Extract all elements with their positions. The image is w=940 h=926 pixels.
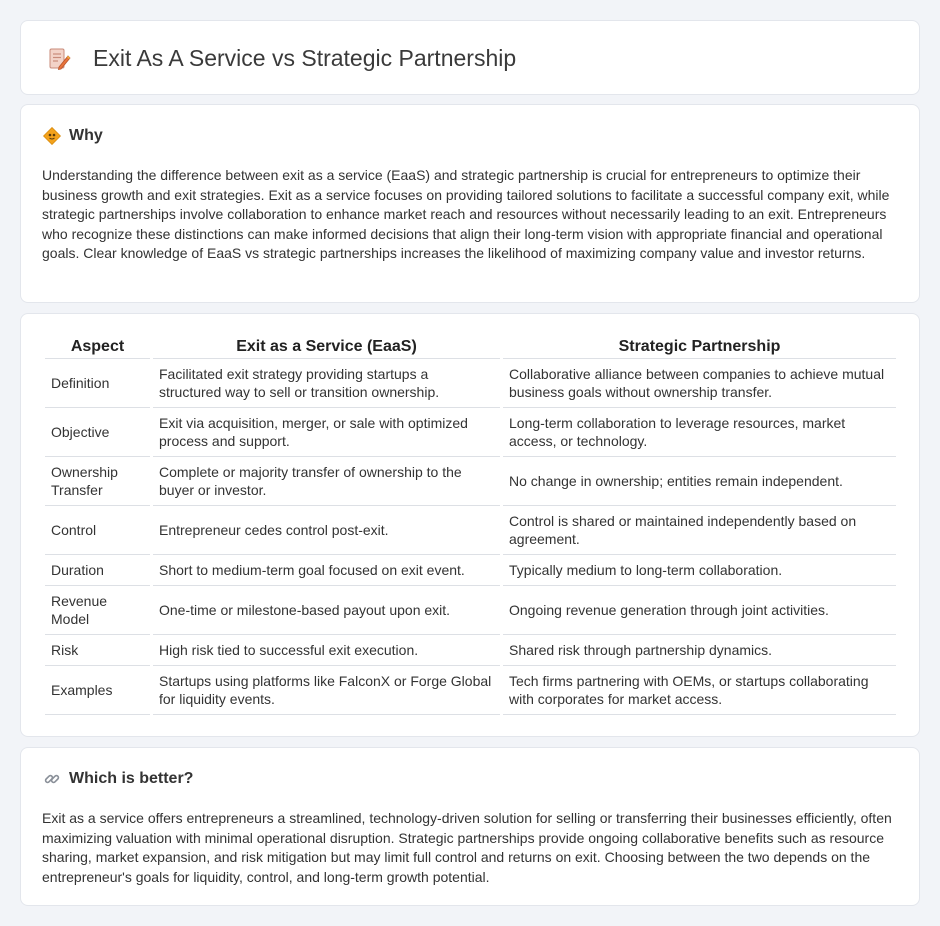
partnership-cell: Typically medium to long-term collaboration. <box>503 555 896 586</box>
page-title: Exit As A Service vs Strategic Partnership <box>93 45 517 71</box>
why-paragraph: Understanding the difference between exit as a service (EaaS) and strategic partnership is crucial for entrepreneurs to optimize their business growth and exit strategies. Exit as a service focuses on providing tailored solutions to facilitate a successful company exit, while strategic partnerships involve collaboration to enhance market reach and resources without necessarily leading to an exit. Entrepreneurs who recognize these distinctions can make informed decisions that align their long-term vision with appropriate financial and operational goals. Clear knowledge of EaaS vs strategic partnerships increases the likelihood of maximizing company value and investor returns. <box>42 167 890 261</box>
aspect-cell: Control <box>45 506 150 555</box>
header-eaas: Exit as a Service (EaaS) <box>153 335 500 359</box>
partnership-cell: Ongoing revenue generation through joint activities. <box>503 586 896 635</box>
eaas-cell: Complete or majority transfer of ownership to the buyer or investor. <box>153 457 500 506</box>
better-heading-text: Which is better? <box>69 770 194 787</box>
table-row <box>45 359 896 408</box>
aspect-cell: Revenue Model <box>45 586 150 635</box>
table-row <box>45 635 896 666</box>
why-section <box>20 104 920 303</box>
table-row <box>45 506 896 555</box>
table-row <box>45 666 896 715</box>
table-row <box>45 457 896 506</box>
aspect-cell: Objective <box>45 408 150 457</box>
eaas-cell: Short to medium-term goal focused on exit event. <box>153 555 500 586</box>
comparison-table <box>42 335 899 715</box>
diamond-sign-icon <box>43 127 61 145</box>
aspect-cell: Definition <box>45 359 150 408</box>
better-heading <box>43 770 193 788</box>
table-row <box>45 555 896 586</box>
partnership-cell: Control is shared or maintained independently based on agreement. <box>503 506 896 555</box>
table-row <box>45 586 896 635</box>
eaas-cell: Entrepreneur cedes control post-exit. <box>153 506 500 555</box>
eaas-cell: Facilitated exit strategy providing startups a structured way to sell or transition ownership. <box>153 359 500 408</box>
aspect-cell: Duration <box>45 555 150 586</box>
header-card <box>20 20 920 95</box>
aspect-cell: Risk <box>45 635 150 666</box>
eaas-cell: Exit via acquisition, merger, or sale with optimized process and support. <box>153 408 500 457</box>
header-partnership: Strategic Partnership <box>503 335 896 359</box>
eaas-cell: Startups using platforms like FalconX or Forge Global for liquidity events. <box>153 666 500 715</box>
which-better-section <box>20 747 920 906</box>
comparison-section <box>20 313 920 737</box>
eaas-cell: High risk tied to successful exit execution. <box>153 635 500 666</box>
partnership-cell: Long-term collaboration to leverage resources, market access, or technology. <box>503 408 896 457</box>
why-heading-text: Why <box>69 127 103 144</box>
partnership-cell: Tech firms partnering with OEMs, or startups collaborating with corporates for market access. <box>503 666 896 715</box>
partnership-cell: No change in ownership; entities remain independent. <box>503 457 896 506</box>
pencil-note-icon <box>47 47 71 71</box>
partnership-cell: Collaborative alliance between companies to achieve mutual business goals without ownership transfer. <box>503 359 896 408</box>
better-paragraph: Exit as a service offers entrepreneurs a streamlined, technology-driven solution for selling or transferring their businesses efficiently, often maximizing valuation with minimal operational disruption. Strategic partnerships provide ongoing collaborative benefits such as resource sharing, market expansion, and risk mitigation but may limit full control and returns on exit. Choosing between the two depends on the entrepreneur's goals for liquidity, control, and long-term growth potential. <box>42 810 892 885</box>
eaas-cell: One-time or milestone-based payout upon exit. <box>153 586 500 635</box>
table-row <box>45 408 896 457</box>
aspect-cell: Examples <box>45 666 150 715</box>
table-header-row <box>45 335 896 359</box>
partnership-cell: Shared risk through partnership dynamics. <box>503 635 896 666</box>
aspect-cell: Ownership Transfer <box>45 457 150 506</box>
why-heading <box>43 127 103 145</box>
link-icon <box>43 770 61 788</box>
header-aspect: Aspect <box>45 335 150 359</box>
